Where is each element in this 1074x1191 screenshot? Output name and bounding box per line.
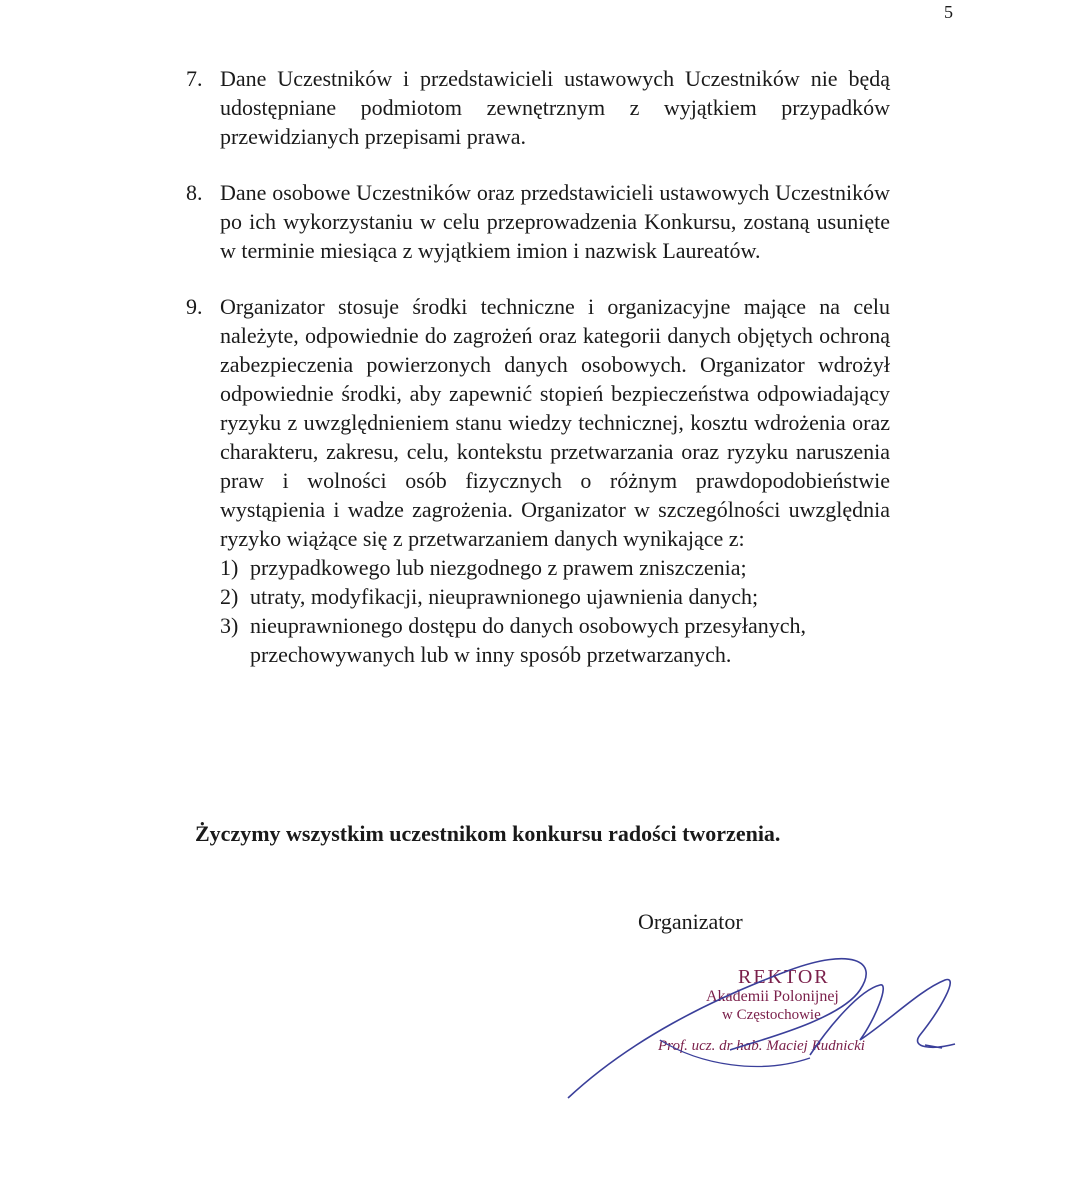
document-body [186,64,890,696]
item-text: Dane osobowe Uczestników oraz przedstawicieli ustawowych Uczestników po ich wykorzystaniu w celu przeprowadzenia Konkursu, zostaną usunięte w terminie miesiąca z wyjątkiem imion i nazwisk Laureatów. [220,180,890,263]
sub-list-item-2 [220,582,890,611]
sub-item-number: 1) [220,555,239,580]
rector-stamp [560,940,980,1110]
sub-item-text: przypadkowego lub niezgodnego z prawem zniszczenia; [250,555,747,580]
stamp-title: REKTOR [738,966,830,988]
stamp-name: Prof. ucz. dr hab. Maciej Rudnicki [658,1038,865,1054]
stamp-city: w Częstochowie [722,1007,821,1023]
sub-item-number: 3) [220,613,239,638]
list-item-9 [186,292,890,669]
sub-list-item-1 [220,553,890,582]
sub-item-number: 2) [220,584,239,609]
item-number: 9. [186,294,203,319]
item-text: Dane Uczestników i przedstawicieli ustawowych Uczestników nie będą udostępniane podmiotom zewnętrznym z wyjątkiem przypadków przewidzianych przepisami prawa. [220,66,890,149]
stamp-institution: Akademii Polonijnej [706,988,839,1005]
sub-list-item-3 [220,611,890,669]
item-number: 7. [186,66,203,91]
item-text: Organizator stosuje środki techniczne i organizacyjne mające na celu należyte, odpowiednie do zagrożeń oraz kategorii danych objętych ochroną zabezpieczenia powierzonych danych osobowych. Organizator wdrożył odpowiednie środki, aby zapewnić stopień bezpieczeństwa odpowiadający ryzyku z uwzględnieniem stanu wiedzy technicznej, kosztu wdrożenia oraz charakteru, zakresu, celu, kontekstu przetwarzania oraz ryzyku naruszenia praw i wolności osób fizycznych o różnym prawdopodobieństwie wystąpienia i wadze zagrożenia. Organizator w szczególności uwzględnia ryzyko wiążące się z przetwarzaniem danych wynikające z: [220,294,890,551]
closing-wish: Życzymy wszystkim uczestnikom konkursu radości tworzenia. [195,821,781,846]
page-number: 5 [944,2,953,22]
signature-label: Organizator [638,909,743,934]
handwritten-signature [560,940,980,1110]
list-item-7 [186,64,890,151]
item-number: 8. [186,180,203,205]
sub-item-text: nieuprawnionego dostępu do danych osobowych przesyłanych, przechowywanych lub w inny sposób przetwarzanych. [250,613,806,667]
sub-item-text: utraty, modyfikacji, nieuprawnionego ujawnienia danych; [250,584,759,609]
list-item-8 [186,178,890,265]
